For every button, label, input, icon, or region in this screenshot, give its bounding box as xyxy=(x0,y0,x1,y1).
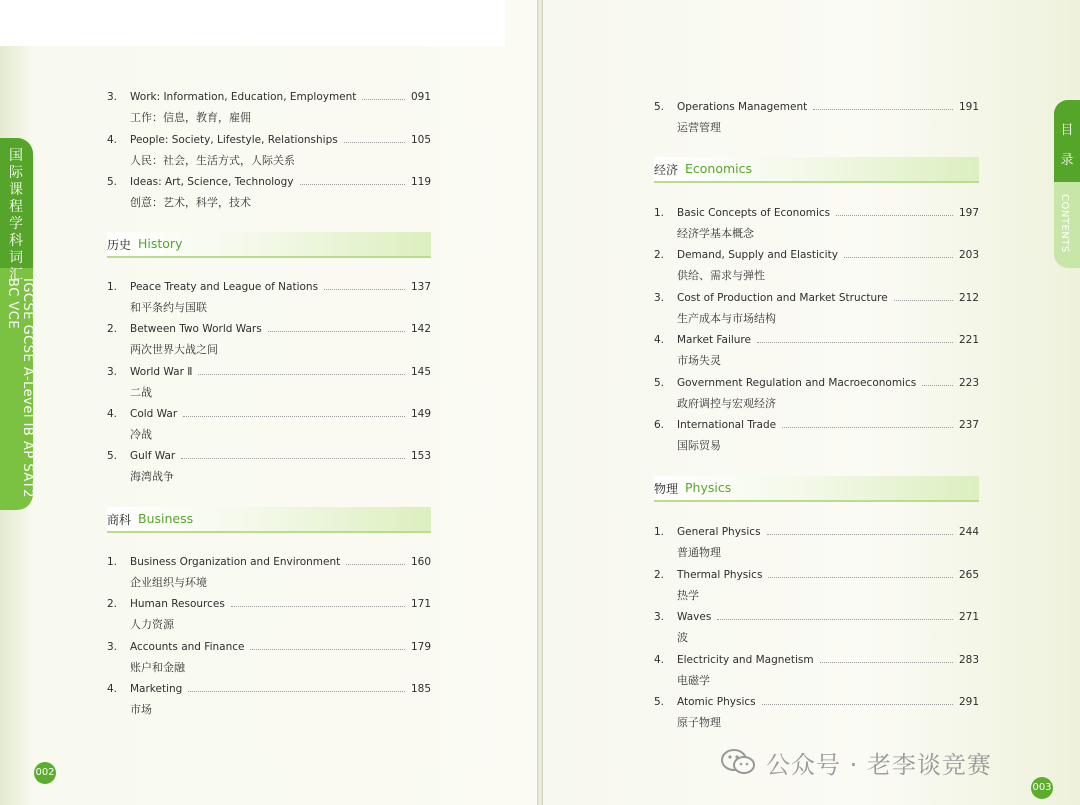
toc-entry-number: 5. xyxy=(107,450,118,463)
toc-entry-title: Atomic Physics xyxy=(677,696,756,708)
section-history-en: History xyxy=(138,236,183,251)
toc-entry-line xyxy=(107,554,431,570)
toc-entry-leader xyxy=(183,416,405,417)
toc-entry-chinese: 和平条约与国联 xyxy=(130,301,207,314)
toc-entry-line xyxy=(107,448,431,464)
toc-entry xyxy=(654,652,979,692)
side-tab-mulu xyxy=(1060,116,1074,176)
scan-white-area xyxy=(0,0,505,46)
page-number-right: 003 xyxy=(1031,777,1053,799)
toc-entry xyxy=(654,290,979,330)
toc-entry-chinese: 原子物理 xyxy=(677,716,721,729)
side-tab-mulu-2: 录 xyxy=(1060,153,1074,168)
toc-entry xyxy=(107,681,431,721)
toc-entry xyxy=(107,174,431,214)
toc-entry-number: 1. xyxy=(107,556,118,568)
section-economics-header xyxy=(654,157,979,183)
toc-entry xyxy=(107,321,431,361)
toc-entry-line xyxy=(107,89,431,105)
toc-entry-title: Operations Management xyxy=(677,101,808,113)
toc-entry-leader xyxy=(362,99,405,100)
toc-entry-leader xyxy=(717,619,953,620)
toc-entry-number: 3. xyxy=(107,91,118,103)
toc-entry-number: 2. xyxy=(107,323,118,336)
toc-entry-leader xyxy=(188,691,405,692)
toc-entry-line xyxy=(654,247,979,263)
toc-entry-line xyxy=(107,681,431,697)
toc-entry-page: 171 xyxy=(410,598,431,611)
toc-entry-chinese: 波 xyxy=(677,631,688,644)
toc-entry-title: Ideas: Art, Science, Technology xyxy=(130,176,294,188)
toc-entry-line xyxy=(654,375,979,391)
toc-entry-number: 1. xyxy=(107,281,118,293)
toc-entry-leader xyxy=(844,257,953,258)
toc-entry-chinese: 两次世界大战之间 xyxy=(130,343,218,357)
toc-entry-title: Peace Treaty and League of Nations xyxy=(130,281,319,293)
toc-entry-line xyxy=(654,290,979,306)
toc-entry-leader xyxy=(344,142,405,143)
toc-entry-leader xyxy=(300,184,405,185)
toc-entry-line xyxy=(107,174,431,190)
toc-entry-leader xyxy=(894,300,953,301)
toc-entry-line xyxy=(107,132,431,148)
section-physics-header xyxy=(654,476,979,502)
toc-entry-number: 2. xyxy=(654,568,665,581)
toc-entry xyxy=(654,567,979,607)
toc-entry-leader xyxy=(813,109,953,110)
toc-entry-title: Work: Information, Education, Employment xyxy=(130,91,357,103)
toc-entry-leader xyxy=(762,704,953,705)
toc-entry-line xyxy=(107,364,431,380)
toc-entry-chinese: 经济学基本概念 xyxy=(677,227,754,240)
toc-entry-page: 223 xyxy=(958,376,979,389)
toc-entry-number: 5. xyxy=(107,176,118,188)
section-rule xyxy=(107,531,431,533)
section-economics-en: Economics xyxy=(685,161,753,176)
toc-entry-number: 3. xyxy=(654,291,665,304)
toc-entry-page: 203 xyxy=(958,249,979,262)
section-rule xyxy=(107,256,431,258)
section-rule xyxy=(654,500,979,502)
toc-entry-title: Electricity and Magnetism xyxy=(677,653,814,666)
section-physics-cn: 物理 xyxy=(654,482,679,496)
toc-entry-chinese: 政府调控与宏观经济 xyxy=(677,396,776,410)
toc-entry xyxy=(654,247,979,287)
right-side-tab-title-block xyxy=(1054,100,1080,182)
toc-entry-number: 2. xyxy=(107,598,118,611)
toc-entry xyxy=(654,694,979,734)
toc-entry xyxy=(107,364,431,404)
toc-entry-page: 291 xyxy=(958,696,979,708)
right-side-tab xyxy=(1054,100,1080,268)
toc-entry-page: 212 xyxy=(958,291,979,304)
toc-entry xyxy=(107,596,431,636)
toc-entry-page: 145 xyxy=(410,365,431,378)
toc-entry-line xyxy=(107,596,431,612)
toc-entry-line xyxy=(107,279,431,295)
toc-entry xyxy=(654,99,979,139)
toc-entry-title: Accounts and Finance xyxy=(130,640,245,653)
book-spine xyxy=(537,0,543,805)
toc-entry-chinese: 人民：社会，生活方式，人际关系 xyxy=(130,153,295,167)
section-history-cn: 历史 xyxy=(107,238,132,252)
toc-entry-number: 5. xyxy=(654,101,665,113)
toc-entry-page: 197 xyxy=(958,207,979,219)
toc-entry-number: 5. xyxy=(654,696,665,708)
toc-entry-number: 4. xyxy=(107,407,118,420)
toc-entry xyxy=(654,375,979,415)
toc-entry-leader xyxy=(346,564,405,565)
left-side-tab-title-block xyxy=(0,138,33,283)
toc-entry-page: 283 xyxy=(958,653,979,666)
toc-entry-chinese: 市场失灵 xyxy=(677,354,721,368)
toc-entry xyxy=(107,406,431,446)
toc-entry-title: Business Organization and Environment xyxy=(130,556,341,568)
toc-entry-chinese: 海湾战争 xyxy=(130,470,174,484)
toc-entry-page: 271 xyxy=(958,611,979,623)
toc-entry-leader xyxy=(767,534,953,535)
toc-entry-page: 091 xyxy=(410,91,431,103)
toc-entry-leader xyxy=(324,289,405,290)
toc-entry-chinese: 市场 xyxy=(130,702,152,716)
toc-entry-number: 6. xyxy=(654,419,665,431)
toc-entry-page: 142 xyxy=(410,323,431,336)
toc-entry-number: 3. xyxy=(107,640,118,653)
section-history-header xyxy=(107,232,431,258)
toc-entry-leader xyxy=(757,342,953,343)
toc-entry-line xyxy=(654,417,979,433)
toc-entry-chinese: 工作：信息，教育，雇佣 xyxy=(130,111,251,124)
wechat-icon xyxy=(720,748,756,776)
toc-entry-page: 153 xyxy=(410,450,431,463)
toc-entry-page: 105 xyxy=(410,133,431,146)
toc-entry xyxy=(107,554,431,594)
toc-entry-title: Basic Concepts of Economics xyxy=(677,207,831,219)
toc-entry-title: Cost of Production and Market Structure xyxy=(677,291,888,304)
toc-entry-title: Gulf War xyxy=(130,450,176,463)
toc-entry-chinese: 热学 xyxy=(677,588,699,602)
toc-entry-page: 221 xyxy=(958,334,979,347)
toc-entry-title: Market Failure xyxy=(677,334,751,347)
toc-entry xyxy=(107,448,431,488)
toc-entry-line xyxy=(654,205,979,221)
toc-entry-chinese: 运营管理 xyxy=(677,121,721,134)
toc-entry-line xyxy=(654,652,979,668)
toc-entry-number: 4. xyxy=(654,653,665,666)
toc-entry-line xyxy=(654,567,979,583)
toc-entry-number: 1. xyxy=(654,526,665,538)
section-rule xyxy=(654,181,979,183)
toc-entry-number: 5. xyxy=(654,376,665,389)
toc-entry-title: Waves xyxy=(677,611,712,623)
toc-entry-chinese: 冷战 xyxy=(130,427,152,441)
side-tab-title: 国际课程学科词汇 xyxy=(9,148,23,283)
toc-entry-chinese: 账户和金融 xyxy=(130,660,185,674)
watermark-text: 公众号 · 老李谈竞赛 xyxy=(766,751,992,779)
toc-entry-line xyxy=(107,639,431,655)
toc-entry-chinese: 人力资源 xyxy=(130,618,174,632)
toc-entry-leader xyxy=(181,458,405,459)
toc-entry-chinese: 生产成本与市场结构 xyxy=(677,311,776,325)
toc-entry-number: 3. xyxy=(654,611,665,623)
toc-entry-chinese: 供给、需求与弹性 xyxy=(677,269,765,283)
toc-entry xyxy=(107,132,431,172)
toc-entry xyxy=(107,279,431,319)
toc-entry-chinese: 二战 xyxy=(130,385,152,399)
section-economics-cn: 经济 xyxy=(654,163,679,177)
toc-entry-page: 185 xyxy=(410,682,431,695)
section-business-cn: 商科 xyxy=(107,513,132,527)
toc-entry-title: World War Ⅱ xyxy=(130,365,193,378)
toc-entry-chinese: 普通物理 xyxy=(677,546,721,559)
toc-entry-title: Demand, Supply and Elasticity xyxy=(677,249,838,262)
toc-entry-number: 4. xyxy=(107,682,118,695)
toc-entry-title: Marketing xyxy=(130,682,183,695)
toc-entry xyxy=(107,639,431,679)
toc-entry-leader xyxy=(250,649,405,650)
toc-entry-line xyxy=(654,524,979,540)
toc-entry-title: Government Regulation and Macroeconomics xyxy=(677,376,917,389)
toc-entry xyxy=(654,205,979,245)
toc-entry-chinese: 电磁学 xyxy=(677,673,710,687)
section-business-en: Business xyxy=(138,511,194,526)
toc-entry-page: 237 xyxy=(958,419,979,431)
side-tab-contents: CONTENTS xyxy=(1059,194,1070,253)
toc-entry xyxy=(654,332,979,372)
toc-entry-line xyxy=(654,694,979,710)
toc-entry-title: Thermal Physics xyxy=(677,568,763,581)
section-business-header xyxy=(107,507,431,533)
toc-entry xyxy=(654,417,979,457)
toc-entry-page: 265 xyxy=(958,568,979,581)
toc-entry-page: 137 xyxy=(410,281,431,293)
toc-entry-title: General Physics xyxy=(677,526,761,538)
toc-entry-title: Human Resources xyxy=(130,598,225,611)
toc-entry-leader xyxy=(820,662,953,663)
side-tab-mulu-1: 目 xyxy=(1060,123,1074,138)
toc-entry xyxy=(107,89,431,129)
toc-entry-leader xyxy=(231,606,405,607)
toc-entry-title: People: Society, Lifestyle, Relationships xyxy=(130,133,338,146)
side-tab-exams: IGCSE GCSE A-Level IB AP SAT2 BC VCE xyxy=(5,278,35,498)
toc-entry-leader xyxy=(768,577,953,578)
toc-entry-line xyxy=(654,99,979,115)
toc-entry-title: Cold War xyxy=(130,407,178,420)
section-physics-en: Physics xyxy=(685,480,732,495)
toc-entry-number: 2. xyxy=(654,249,665,262)
toc-entry-chinese: 创意：艺术，科学，技术 xyxy=(130,196,251,209)
toc-entry-title: International Trade xyxy=(677,419,777,431)
toc-entry-page: 244 xyxy=(958,526,979,538)
toc-entry-line xyxy=(654,332,979,348)
toc-entry-page: 179 xyxy=(410,640,431,653)
toc-entry xyxy=(654,524,979,564)
toc-entry-chinese: 企业组织与环境 xyxy=(130,576,207,589)
toc-entry-number: 4. xyxy=(654,334,665,347)
toc-entry-number: 1. xyxy=(654,207,665,219)
toc-entry-number: 4. xyxy=(107,133,118,146)
left-side-tab xyxy=(0,138,33,510)
toc-entry-number: 3. xyxy=(107,365,118,378)
toc-entry-leader xyxy=(782,427,953,428)
toc-entry-page: 191 xyxy=(958,101,979,113)
toc-entry-page: 160 xyxy=(410,556,431,568)
toc-entry xyxy=(654,609,979,649)
toc-entry-page: 149 xyxy=(410,407,431,420)
toc-entry-chinese: 国际贸易 xyxy=(677,439,721,452)
toc-entry-page: 119 xyxy=(410,176,431,188)
toc-entry-line xyxy=(107,321,431,337)
toc-entry-leader xyxy=(268,331,405,332)
page-number-left: 002 xyxy=(34,762,56,784)
toc-entry-leader xyxy=(836,215,953,216)
toc-entry-leader xyxy=(922,385,953,386)
toc-entry-title: Between Two World Wars xyxy=(130,323,262,336)
toc-entry-line xyxy=(654,609,979,625)
toc-entry-line xyxy=(107,406,431,422)
toc-entry-leader xyxy=(198,374,405,375)
